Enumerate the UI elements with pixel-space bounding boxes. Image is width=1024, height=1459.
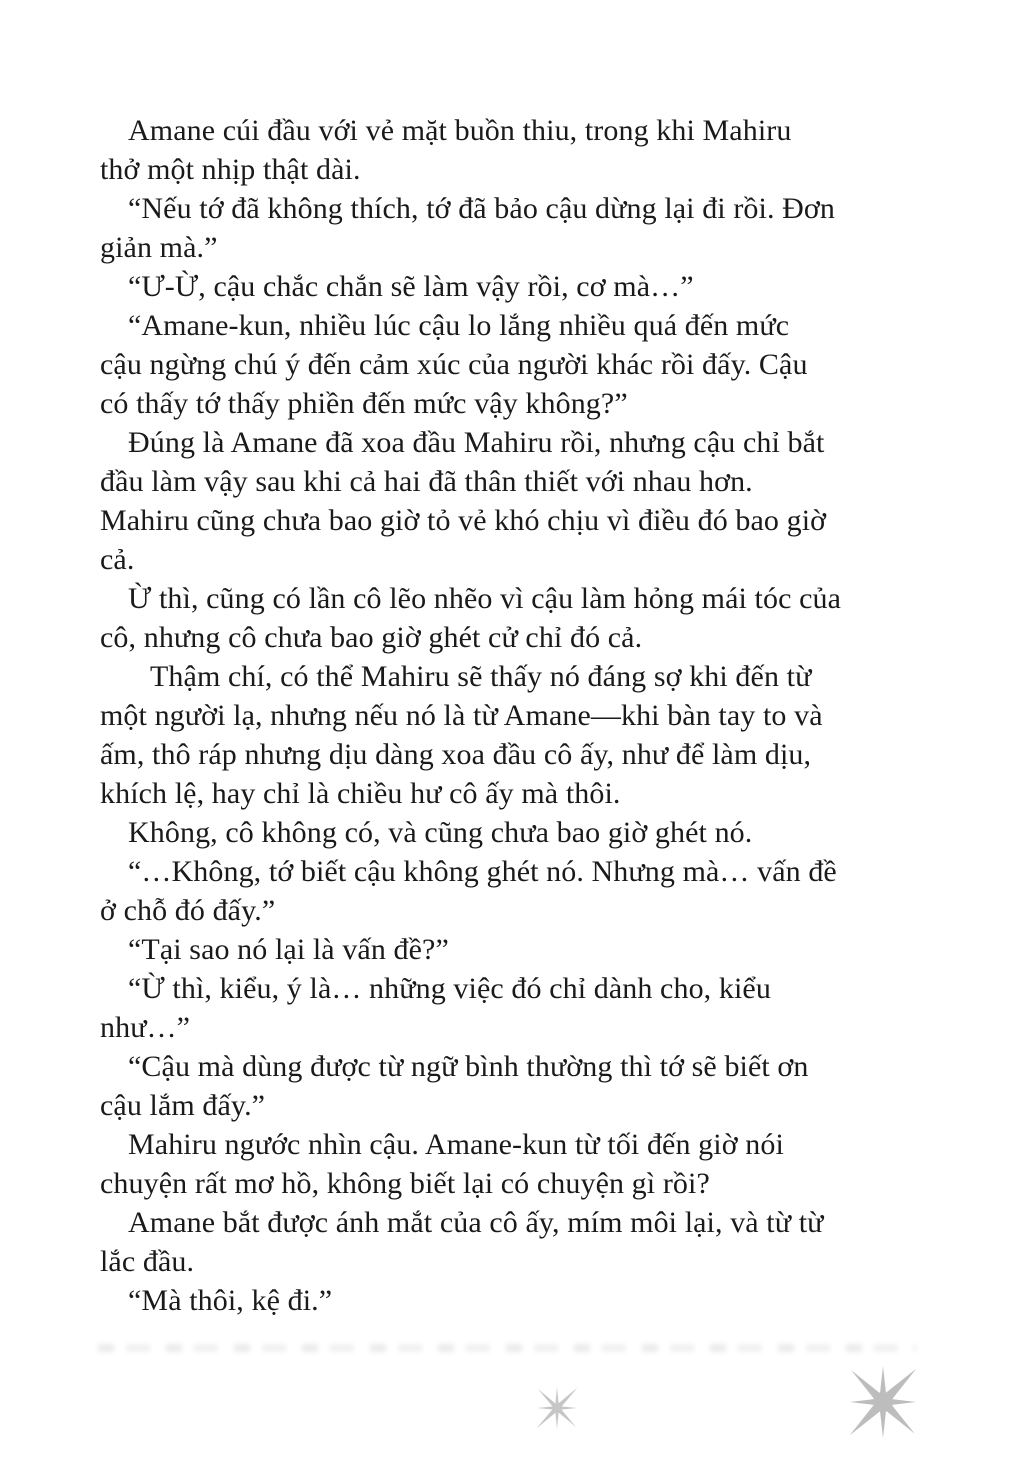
text-line: ấm, thô ráp nhưng dịu dàng xoa đầu cô ấy, như để làm dịu,: [100, 738, 812, 771]
text-line: đầu làm vậy sau khi cả hai đã thân thiết với nhau hơn.: [100, 465, 753, 498]
text-line: cô, nhưng cô chưa bao giờ ghét cử chỉ đó cả.: [100, 621, 643, 654]
text-line: Thậm chí, có thể Mahiru sẽ thấy nó đáng sợ khi đến từ: [150, 660, 812, 693]
text-line: Mahiru ngước nhìn cậu. Amane-kun từ tối đến giờ nói: [128, 1128, 784, 1161]
text-block: [100, 111, 940, 1320]
paragraph: [100, 579, 940, 657]
text-line: Không, cô không có, và cũng chưa bao giờ ghét nó.: [128, 816, 753, 849]
paragraph: [100, 1125, 940, 1203]
text-line: ở chỗ đó đấy.”: [100, 894, 276, 927]
text-line: “Cậu mà dùng được từ ngữ bình thường thì tớ sẽ biết ơn: [128, 1050, 809, 1083]
sparkle-icon: [833, 1352, 933, 1452]
paragraph: [100, 657, 940, 813]
paragraph: [100, 930, 940, 969]
paragraph: [100, 423, 940, 579]
paragraph: [100, 813, 940, 852]
paragraph: [100, 1281, 940, 1320]
paragraph: [100, 969, 940, 1047]
text-line: có thấy tớ thấy phiền đến mức vậy không?”: [100, 387, 628, 420]
text-line: “Amane-kun, nhiều lúc cậu lo lắng nhiều quá đến mức: [128, 309, 790, 342]
text-line: “Tại sao nó lại là vấn đề?”: [128, 933, 449, 966]
text-line: Amane bắt được ánh mắt của cô ấy, mím môi lại, và từ từ: [128, 1206, 824, 1239]
text-line: Amane cúi đầu với vẻ mặt buồn thiu, trong khi Mahiru: [128, 114, 792, 147]
text-line: “…Không, tớ biết cậu không ghét nó. Nhưng mà… vấn đề: [128, 855, 837, 888]
text-line: “Ư-Ừ, cậu chắc chắn sẽ làm vậy rồi, cơ mà…”: [128, 270, 694, 303]
paragraph: [100, 267, 940, 306]
text-line: “Nếu tớ đã không thích, tớ đã bảo cậu dừng lại đi rồi. Đơn: [128, 192, 835, 225]
text-line: thở một nhịp thật dài.: [100, 153, 361, 186]
paragraph: [100, 1203, 940, 1281]
sparkle-icon: [525, 1376, 589, 1440]
text-line: cậu lắm đấy.”: [100, 1089, 266, 1122]
text-line: cậu ngừng chú ý đến cảm xúc của người khác rồi đấy. Cậu: [100, 348, 808, 381]
paragraph: [100, 306, 940, 423]
text-line: giản mà.”: [100, 231, 218, 264]
paragraph: [100, 189, 940, 267]
text-line: Đúng là Amane đã xoa đầu Mahiru rồi, nhưng cậu chỉ bắt: [128, 426, 825, 459]
text-line: Ừ thì, cũng có lần cô lẽo nhẽo vì cậu làm hỏng mái tóc của: [128, 582, 842, 615]
paragraph: [100, 852, 940, 930]
text-line: cả.: [100, 543, 135, 576]
paragraph: [100, 111, 940, 189]
text-line: “Mà thôi, kệ đi.”: [128, 1284, 333, 1317]
text-line: như…”: [100, 1011, 191, 1044]
text-line: khích lệ, hay chỉ là chiều hư cô ấy mà thôi.: [100, 777, 621, 810]
text-line: chuyện rất mơ hồ, không biết lại có chuyện gì rồi?: [100, 1167, 710, 1200]
paragraph: [100, 1047, 940, 1125]
text-line: “Ừ thì, kiểu, ý là… những việc đó chỉ dành cho, kiểu: [128, 972, 771, 1005]
faded-next-line-artifact: [98, 1344, 916, 1352]
text-line: Mahiru cũng chưa bao giờ tỏ vẻ khó chịu vì điều đó bao giờ: [100, 504, 827, 537]
text-line: một người lạ, nhưng nếu nó là từ Amane—khi bàn tay to và: [100, 699, 823, 732]
text-line: lắc đầu.: [100, 1245, 195, 1278]
